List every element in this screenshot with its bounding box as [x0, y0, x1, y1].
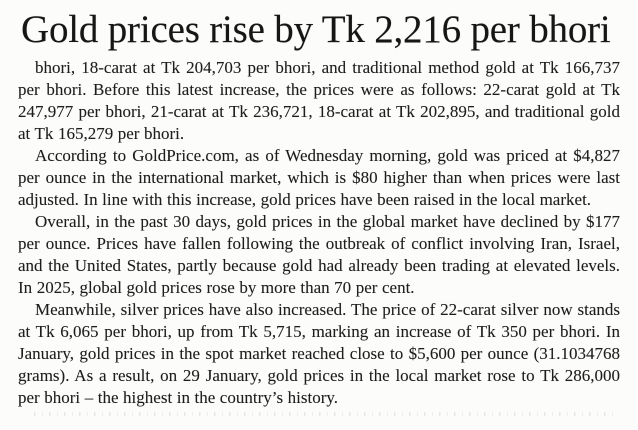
article-paragraph-1: bhori, 18-carat at Tk 204,703 per bhori, and traditional method gold at Tk 166,737 per bhori. Before this latest increase, the prices were as follows: 22-carat gold at Tk 247,977 per bhori, 21-carat at Tk 236,721, 18-carat at Tk 202,895, and traditional gold at Tk 165,279 per bhori.	[18, 58, 620, 143]
article-headline: Gold prices rise by Tk 2,216 per bhori	[21, 8, 611, 51]
cropped-next-line-top	[34, 412, 618, 416]
article-paragraph-4: Meanwhile, silver prices have also increased. The price of 22-carat silver now stands at Tk 6,065 per bhori, up from Tk 5,715, marking an increase of Tk 350 per bhori. In January, gold prices in the spot market reached close to $5,600 per ounce (31.1034768 grams). As a result, on 29 January, gold prices in the local market rose to Tk 286,000 per bhori – the highest in the country’s history.	[18, 300, 620, 407]
article-paragraph-3: Overall, in the past 30 days, gold prices in the global market have declined by $177 per ounce. Prices have fallen following the outbreak of conflict involving Iran, Israel, and the United States, partly because gold had already been trading at elevated levels. In 2025, global gold prices rose by more than 70 per cent.	[18, 212, 620, 297]
article-paragraph-2: According to GoldPrice.com, as of Wednesday morning, gold was priced at $4,827 per ounce in the international market, which is $80 higher than when prices were last adjusted. In line with this increase, gold prices have been raised in the local market.	[18, 146, 620, 209]
article-body	[18, 57, 620, 409]
